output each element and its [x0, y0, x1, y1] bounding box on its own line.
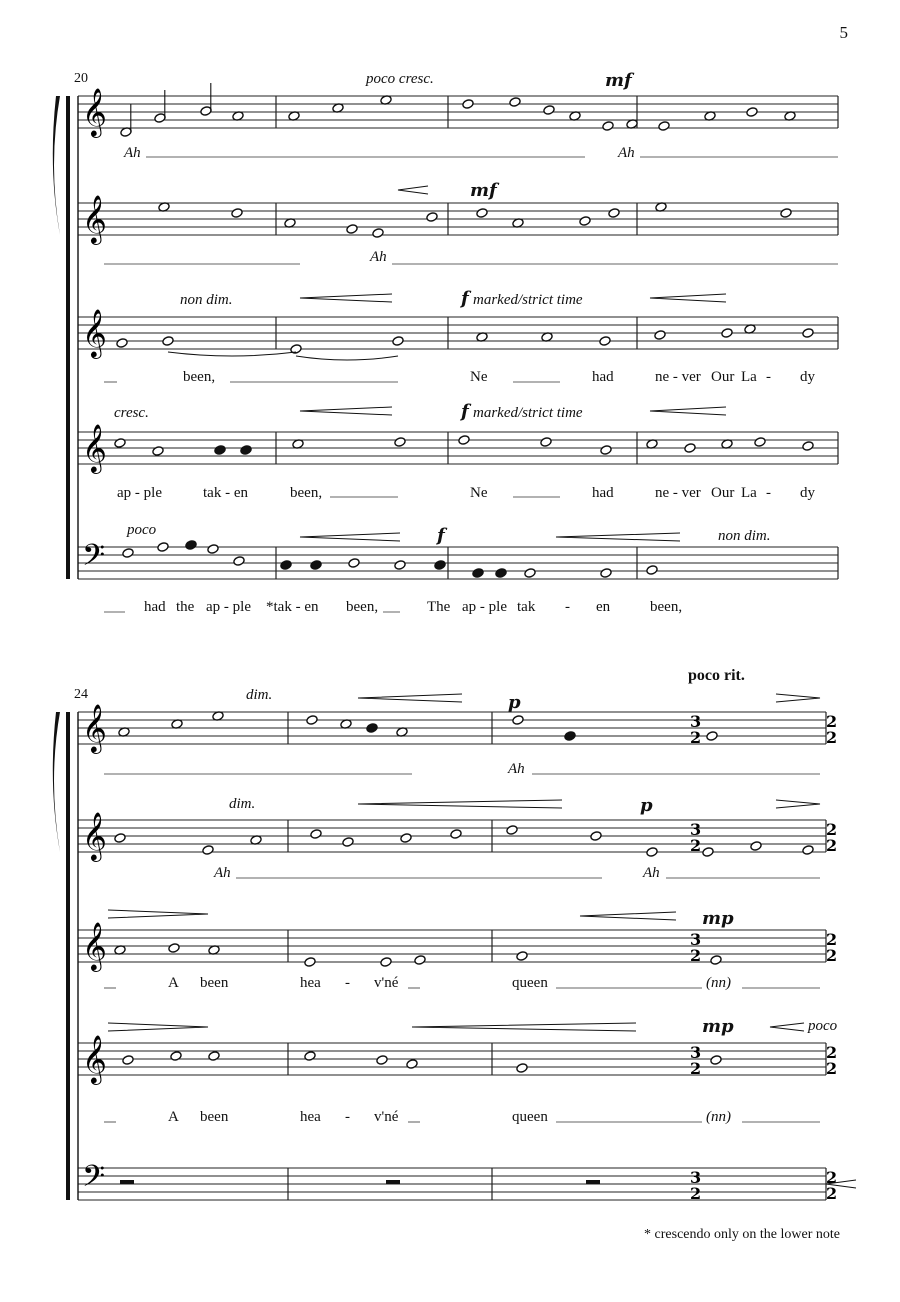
marking-dim-soprano: dim.	[246, 687, 273, 703]
notehead	[524, 568, 536, 579]
time-signature-top: 3	[690, 1168, 702, 1187]
notehead	[646, 565, 658, 576]
lyric-baritone-queen: queen	[512, 1109, 548, 1125]
lyric-bass-been: been,	[346, 599, 379, 615]
notehead	[600, 445, 612, 456]
notehead	[506, 825, 518, 836]
notehead	[162, 336, 174, 347]
cresc-hairpin-bass-2	[556, 533, 680, 541]
time-signature-bottom: 2	[690, 1059, 702, 1078]
time-signature-top: 3	[690, 930, 702, 949]
lyric-tenor-dy: dy	[800, 369, 815, 385]
tempo-poco-rit: poco rit.	[688, 667, 745, 684]
dim-hairpin-s2-soprano	[776, 694, 820, 702]
notehead	[599, 336, 611, 347]
lyric-tenor-never: ne - ver	[655, 369, 701, 385]
time-signature-bottom: 2	[826, 1184, 838, 1203]
notehead	[658, 121, 670, 132]
lyric-baritone-apple: ap - ple	[117, 485, 162, 501]
notehead	[579, 216, 591, 227]
lyric-bass-apple-2: ap - ple	[462, 599, 507, 615]
marking-non-dim-bass: non dim.	[718, 528, 771, 544]
lyric-tenor-hyphen: -	[766, 369, 771, 385]
dynamic-mf-soprano: mf	[605, 70, 632, 91]
lyric-baritone-nn: (nn)	[706, 1109, 731, 1125]
time-signature-bottom: 2	[826, 836, 838, 855]
notehead	[802, 441, 814, 452]
dim-hairpin-s2-alto	[776, 800, 820, 808]
marking-strict-time-baritone: marked/strict time	[473, 405, 583, 421]
lyric-tenor-ne: Ne	[470, 369, 488, 385]
notehead	[185, 540, 197, 551]
notehead	[706, 731, 718, 742]
notehead	[310, 560, 322, 571]
lyric-baritone-vne: v'né	[374, 1109, 399, 1125]
lyric-baritone-never: ne - ver	[655, 485, 701, 501]
time-signature-bottom: 2	[690, 728, 702, 747]
lyric-alto-ah: Ah	[370, 249, 387, 265]
cresc-hairpin-s2-tenor	[580, 912, 676, 920]
lyric-tenor-a: A	[168, 975, 179, 991]
notehead	[376, 1055, 388, 1066]
tie	[296, 356, 398, 360]
notehead	[472, 568, 484, 579]
lyric-baritone-hea: hea	[300, 1109, 321, 1125]
lyric-bass-en: en	[596, 599, 611, 615]
lyric-tenor-vne: v'né	[374, 975, 399, 991]
time-signature-bottom: 2	[690, 1184, 702, 1203]
time-signature-bottom: 2	[826, 946, 838, 965]
notehead	[684, 443, 696, 454]
bass-clef-icon: 𝄢	[82, 1160, 106, 1201]
marking-strict-time-tenor: marked/strict time	[473, 292, 583, 308]
time-signature-bottom: 2	[690, 946, 702, 965]
lyric-soprano-ah-1: Ah	[124, 145, 141, 161]
lyric-bass-hyphen: -	[565, 599, 570, 615]
dynamic-f-baritone: f	[461, 401, 469, 422]
notehead	[392, 336, 404, 347]
notehead	[710, 955, 722, 966]
dynamic-f-tenor: f	[461, 288, 469, 309]
dynamic-p-soprano: p	[508, 692, 521, 713]
lyric-alto-ah-2: Ah	[214, 865, 231, 881]
lyric-tenor-la: La	[741, 369, 757, 385]
notehead	[342, 837, 354, 848]
notehead	[168, 943, 180, 954]
notehead	[346, 224, 358, 235]
notehead	[348, 558, 360, 569]
lyric-tenor-nn: (nn)	[706, 975, 731, 991]
notehead	[721, 328, 733, 339]
notehead	[152, 446, 164, 457]
treble-clef-icon: 𝄞	[82, 423, 107, 472]
lyric-baritone-had: had	[592, 485, 614, 501]
time-signature-top: 3	[690, 1043, 702, 1062]
notehead	[394, 437, 406, 448]
system-bracket-2	[66, 712, 70, 1200]
marking-poco-bass: poco	[127, 522, 157, 538]
lyric-tenor-queen: queen	[512, 975, 548, 991]
notehead	[462, 99, 474, 110]
treble-clef-icon: 𝄞	[82, 87, 107, 136]
notehead	[170, 1051, 182, 1062]
lyric-baritone-been: been,	[290, 485, 323, 501]
time-signature-top: 2	[826, 712, 838, 731]
notehead	[476, 208, 488, 219]
notehead	[540, 437, 552, 448]
dim-hairpin-s2-tenor	[108, 910, 208, 918]
dim-hairpin-s2-baritone	[108, 1023, 208, 1031]
notehead	[240, 445, 252, 456]
treble-clef-icon: 𝄞	[82, 1034, 107, 1083]
dynamic-mf-alto: mf	[470, 180, 497, 201]
notehead	[646, 847, 658, 858]
tie	[168, 352, 296, 356]
notehead	[495, 568, 507, 579]
notehead	[602, 121, 614, 132]
lyric-bass-tak: tak	[517, 599, 536, 615]
notehead	[750, 841, 762, 852]
treble-clef-icon: 𝄞	[82, 811, 107, 860]
lyric-baritone-hyphen: -	[766, 485, 771, 501]
notehead	[380, 957, 392, 968]
dynamic-mp-tenor: mp	[702, 908, 734, 929]
notehead	[208, 1051, 220, 1062]
notehead	[802, 845, 814, 856]
lyric-tenor-hyphen-2: -	[345, 975, 350, 991]
lyric-baritone-a: A	[168, 1109, 179, 1125]
notehead	[233, 556, 245, 567]
notehead	[122, 1055, 134, 1066]
notehead	[116, 338, 128, 349]
cresc-hairpin-s2-soprano	[358, 694, 462, 702]
notehead	[207, 544, 219, 555]
notehead	[543, 105, 555, 116]
notehead	[702, 847, 714, 858]
system-bracket	[66, 96, 70, 579]
measure-number-20: 20	[74, 71, 88, 86]
lyric-soprano-ah-2: Ah	[618, 145, 635, 161]
lyric-tenor-had: had	[592, 369, 614, 385]
cresc-hairpin-baritone	[300, 407, 392, 415]
notehead	[304, 1051, 316, 1062]
notehead	[414, 955, 426, 966]
lyric-bass-the-2: The	[427, 599, 451, 615]
whole-rest-icon	[586, 1180, 600, 1184]
cresc-hairpin-s2-baritone-2	[770, 1023, 804, 1031]
notehead	[780, 208, 792, 219]
notehead	[426, 212, 438, 223]
lyric-tenor-been: been,	[183, 369, 216, 385]
notehead	[280, 560, 292, 571]
notehead	[306, 715, 318, 726]
dynamic-f-bass: f	[437, 525, 445, 546]
notehead	[400, 833, 412, 844]
notehead	[754, 437, 766, 448]
notehead	[516, 951, 528, 962]
dynamic-p-alto: p	[640, 795, 653, 816]
notehead	[564, 731, 576, 742]
marking-non-dim-tenor: non dim.	[180, 292, 233, 308]
lyric-tenor-hea: hea	[300, 975, 321, 991]
cresc-hairpin-alto	[398, 186, 428, 194]
notehead	[512, 715, 524, 726]
lyric-bass-apple: ap - ple	[206, 599, 251, 615]
brace-icon	[53, 96, 60, 235]
whole-rest-icon	[386, 1180, 400, 1184]
dynamic-mp-baritone: mp	[702, 1016, 734, 1037]
cresc-hairpin-s2-alto	[358, 800, 562, 808]
whole-rest-icon	[120, 1180, 134, 1184]
time-signature-top: 2	[826, 820, 838, 839]
measure-number-24: 24	[74, 687, 88, 702]
lyric-bass-had: had	[144, 599, 166, 615]
time-signature-bottom: 2	[690, 836, 702, 855]
notehead	[231, 208, 243, 219]
notehead	[372, 228, 384, 239]
treble-clef-icon: 𝄞	[82, 308, 107, 357]
lyric-bass-the: the	[176, 599, 195, 615]
time-signature-top: 2	[826, 930, 838, 949]
lyric-baritone-been-2: been	[200, 1109, 229, 1125]
treble-clef-icon: 𝄞	[82, 921, 107, 970]
notehead	[202, 845, 214, 856]
time-signature-top: 3	[690, 712, 702, 731]
lyric-baritone-la: La	[741, 485, 757, 501]
brace-icon-2	[53, 712, 60, 852]
notehead	[122, 548, 134, 559]
lyric-tenor-our: Our	[711, 369, 735, 385]
marking-cresc-baritone: cresc.	[114, 405, 149, 421]
notehead	[434, 560, 446, 571]
page-number: 5	[839, 23, 848, 42]
notehead	[710, 1055, 722, 1066]
time-signature-bottom: 2	[826, 728, 838, 747]
notehead	[406, 1059, 418, 1070]
treble-clef-icon: 𝄞	[82, 703, 107, 752]
notehead	[366, 723, 378, 734]
notehead	[458, 435, 470, 446]
lyric-baritone-ne: Ne	[470, 485, 488, 501]
notehead	[746, 107, 758, 118]
notehead	[516, 1063, 528, 1074]
lyric-baritone-dy: dy	[800, 485, 815, 501]
notehead	[590, 831, 602, 842]
cresc-hairpin-baritone-2	[650, 407, 726, 415]
treble-clef-icon: 𝄞	[82, 194, 107, 243]
cresc-hairpin-s2-baritone	[412, 1023, 636, 1031]
cresc-hairpin-tenor-2	[650, 294, 726, 302]
notehead	[310, 829, 322, 840]
time-signature-top: 3	[690, 820, 702, 839]
notehead	[509, 97, 521, 108]
notehead	[114, 833, 126, 844]
time-signature-top: 2	[826, 1168, 838, 1187]
lyric-baritone-taken: tak - en	[203, 485, 248, 501]
notehead	[608, 208, 620, 219]
lyric-baritone-hyphen-2: -	[345, 1109, 350, 1125]
cresc-hairpin-bass	[300, 533, 400, 541]
notehead	[214, 445, 226, 456]
notehead	[600, 568, 612, 579]
footnote: * crescendo only on the lower note	[644, 1227, 840, 1242]
notehead	[654, 330, 666, 341]
notehead	[394, 560, 406, 571]
marking-poco-cresc: poco cresc.	[366, 71, 434, 87]
notehead	[802, 328, 814, 339]
lyric-alto-ah-3: Ah	[643, 865, 660, 881]
lyric-bass-been-2: been,	[650, 599, 683, 615]
cresc-hairpin-tenor	[300, 294, 392, 302]
notehead	[450, 829, 462, 840]
marking-poco-baritone: poco	[808, 1018, 838, 1034]
time-signature-bottom: 2	[826, 1059, 838, 1078]
lyric-baritone-our: Our	[711, 485, 735, 501]
marking-dim-alto: dim.	[229, 796, 256, 812]
time-signature-top: 2	[826, 1043, 838, 1062]
notehead	[157, 542, 169, 553]
lyric-soprano-ah-3: Ah	[508, 761, 525, 777]
lyric-tenor-been-2: been	[200, 975, 229, 991]
notehead	[114, 438, 126, 449]
notehead	[304, 957, 316, 968]
lyric-bass-taken: *tak - en	[266, 599, 319, 615]
bass-clef-icon: 𝄢	[82, 539, 106, 580]
